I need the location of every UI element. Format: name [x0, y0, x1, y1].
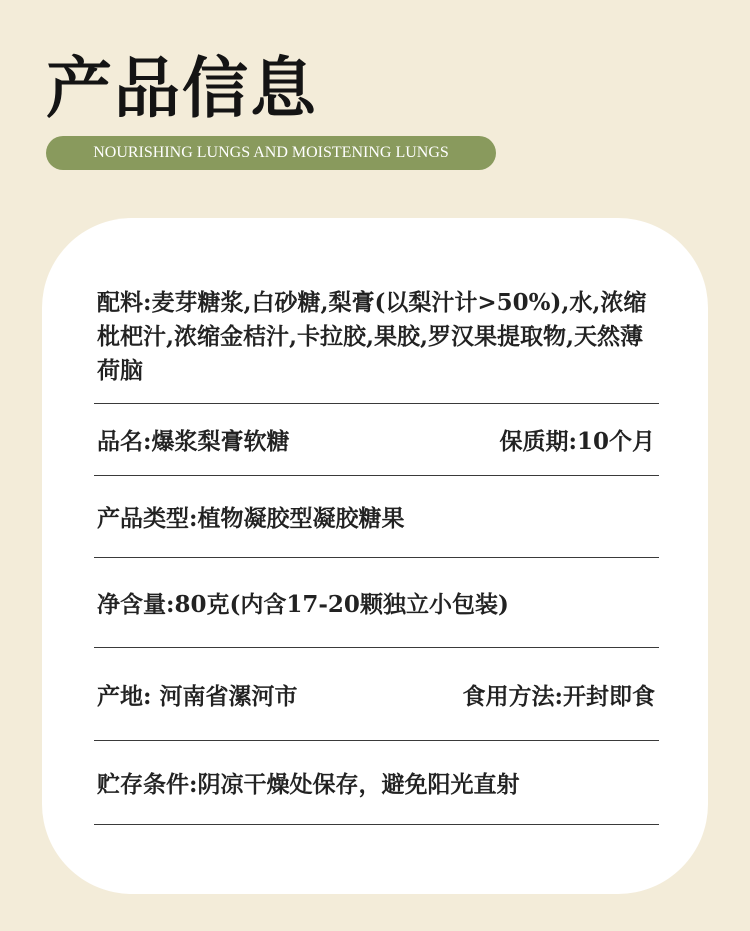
storage-row — [94, 741, 659, 825]
name-shelf-life-row — [94, 404, 659, 476]
subtitle-badge: NOURISHING LUNGS AND MOISTENING LUNGS — [46, 136, 496, 170]
net-content: 净含量:80克(内含17-20颗独立小包装) — [97, 591, 509, 618]
origin-usage-row — [94, 648, 659, 741]
ingredients-text: 配料:麦芽糖浆,白砂糖,梨膏(以梨汁计>50%),水,浓缩枇杷汁,浓缩金桔汁,卡拉胶,果胶,罗汉果提取物,天然薄荷脑 — [97, 289, 647, 384]
page-title: 产品信息 — [46, 49, 318, 127]
ingredients-row — [94, 282, 659, 404]
origin: 产地: 河南省漯河市 — [97, 682, 298, 710]
product-type-row — [94, 476, 659, 558]
storage-conditions: 贮存条件:阴凉干燥处保存，避免阳光直射 — [97, 771, 520, 798]
usage: 食用方法:开封即食 — [462, 682, 655, 710]
product-name: 品名:爆浆梨膏软糖 — [97, 428, 290, 455]
info-card — [42, 218, 708, 894]
net-content-row — [94, 558, 659, 648]
product-type: 产品类型:植物凝胶型凝胶糖果 — [97, 505, 405, 532]
shelf-life: 保质期:10个月 — [499, 428, 655, 455]
